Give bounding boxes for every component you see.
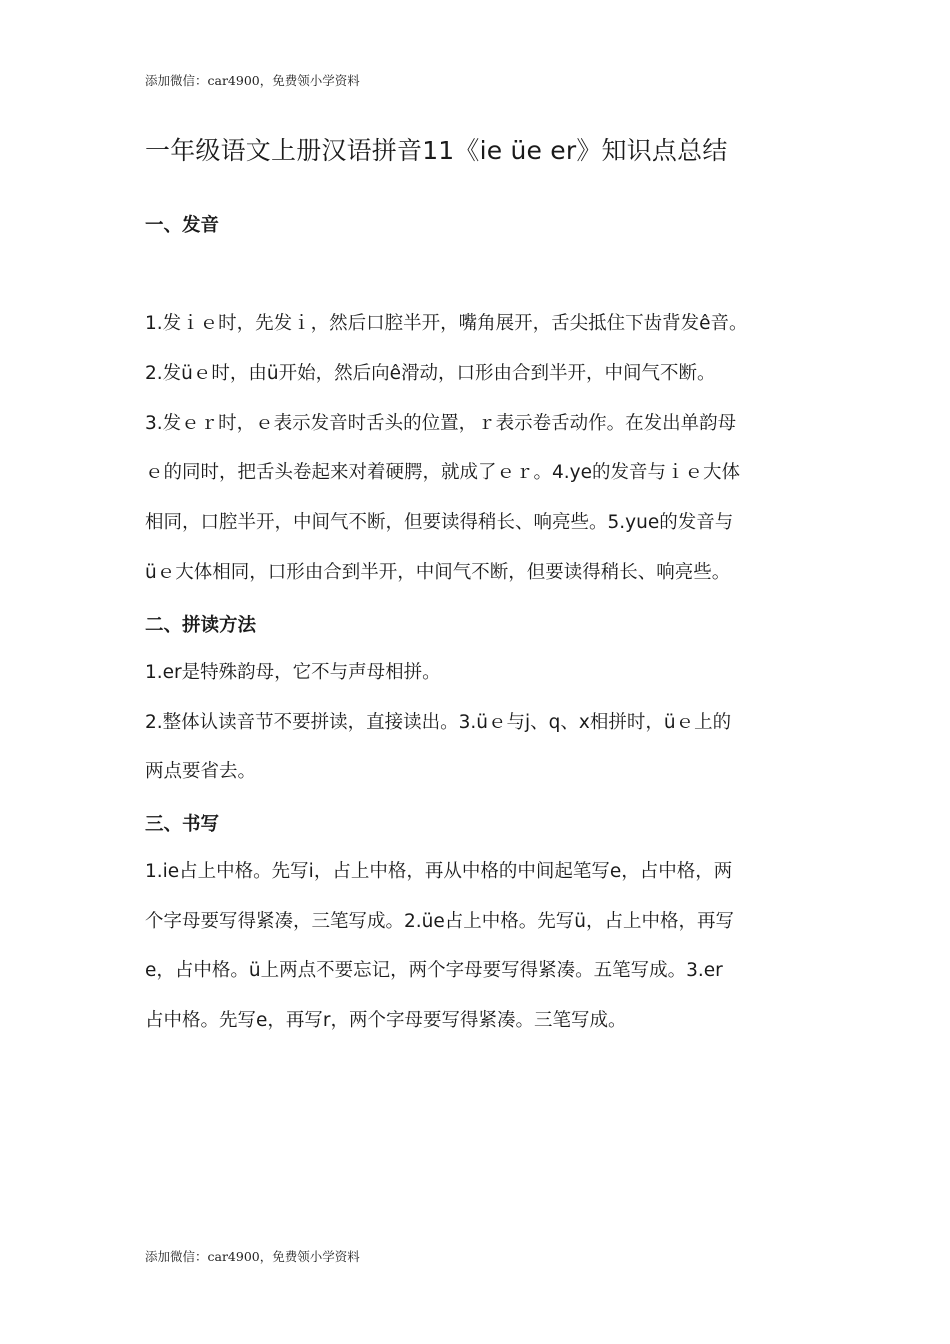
paragraph-line: üｅ大体相同，口形由合到半开，中间气不断，但要读得稍长、响亮些。 bbox=[145, 562, 731, 583]
footer-note: 添加微信：car4900，免费领小学资料 bbox=[145, 1249, 360, 1264]
paragraph-line: 1.ie占上中格。先写i，占上中格，再从中格的中间起笔写e，占中格，两 bbox=[145, 861, 733, 882]
paragraph-line: 3.发ｅｒ时，ｅ表示发音时舌头的位置，ｒ表示卷舌动作。在发出单韵母 bbox=[145, 413, 737, 434]
paragraph-line: 1.发ｉｅ时，先发ｉ，然后口腔半开，嘴角展开，舌尖抵住下齿背发ê音。 bbox=[145, 313, 748, 334]
section-heading-writing: 三、书写 bbox=[145, 814, 220, 835]
paragraph-line: 2.发üｅ时，由ü开始，然后向ê滑动，口形由合到半开，中间气不断。 bbox=[145, 363, 716, 384]
paragraph-line: e，占中格。ü上两点不要忘记，两个字母要写得紧凑。五笔写成。3.er bbox=[145, 960, 723, 981]
header-note: 添加微信：car4900，免费领小学资料 bbox=[145, 73, 360, 88]
paragraph-line: 1.er是特殊韵母，它不与声母相拼。 bbox=[145, 662, 441, 683]
page-title: 一年级语文上册汉语拼音11《ie üe er》知识点总结 bbox=[145, 136, 728, 165]
section-heading-pronunciation: 一、发音 bbox=[145, 215, 220, 236]
paragraph-line: 两点要省去。 bbox=[145, 761, 257, 782]
paragraph-line: ｅ的同时，把舌头卷起来对着硬腭，就成了ｅｒ。4.ye的发音与ｉｅ大体 bbox=[145, 462, 740, 483]
paragraph-line: 占中格。先写e，再写r，两个字母要写得紧凑。三笔写成。 bbox=[145, 1010, 627, 1031]
section-heading-reading: 二、拼读方法 bbox=[145, 615, 257, 636]
paragraph-line: 2.整体认读音节不要拼读，直接读出。3.üｅ与j、q、x相拼时，üｅ上的 bbox=[145, 712, 732, 733]
paragraph-line: 个字母要写得紧凑，三笔写成。2.üe占上中格。先写ü，占上中格，再写 bbox=[145, 911, 734, 932]
paragraph-line: 相同，口腔半开，中间气不断，但要读得稍长、响亮些。5.yue的发音与 bbox=[145, 512, 734, 533]
